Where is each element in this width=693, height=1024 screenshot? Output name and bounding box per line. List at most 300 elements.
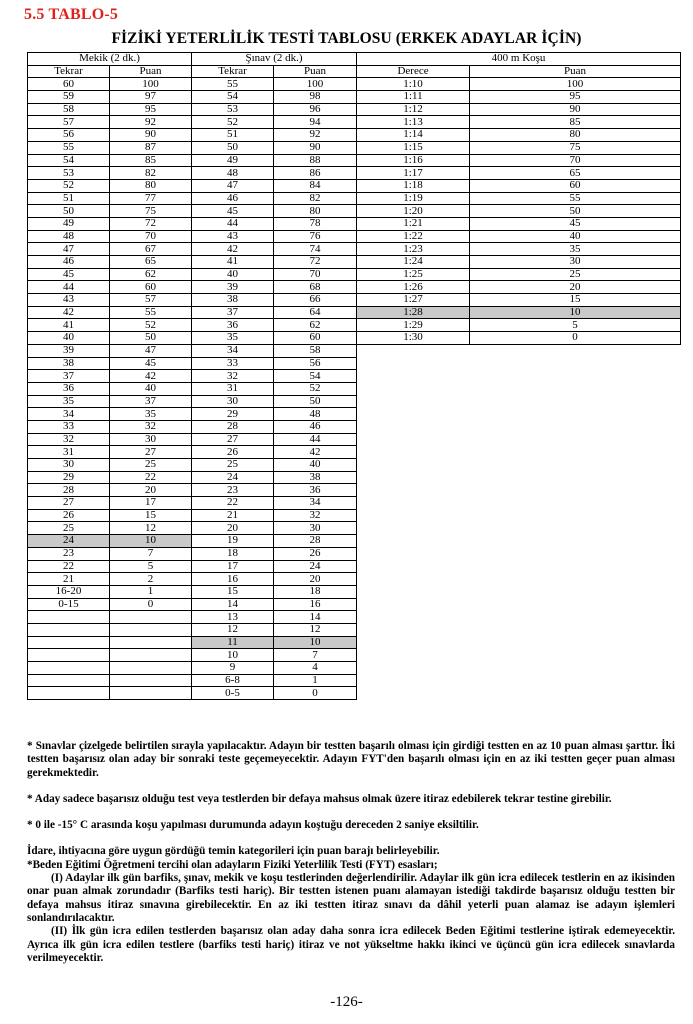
table-row (28, 598, 681, 611)
sinav-tekrar-cell: 34 (192, 344, 274, 357)
mekik-puan-cell: 15 (110, 509, 192, 522)
mekik-puan-cell: 47 (110, 344, 192, 357)
mekik-puan-cell: 27 (110, 446, 192, 459)
kosu-empty-cell (470, 420, 681, 433)
sinav-tekrar-cell: 46 (192, 192, 274, 205)
kosu-empty-cell (357, 497, 470, 510)
mekik-tekrar-cell (28, 623, 110, 636)
sinav-puan-cell: 58 (274, 344, 357, 357)
sinav-tekrar-cell: 18 (192, 547, 274, 560)
kosu-empty-cell (470, 395, 681, 408)
kosu-empty-cell (470, 674, 681, 687)
table-row (28, 370, 681, 383)
kosu-empty-cell (357, 598, 470, 611)
table-row (28, 687, 681, 700)
mekik-tekrar-cell: 30 (28, 459, 110, 472)
table-row (28, 268, 681, 281)
sinav-tekrar-cell: 21 (192, 509, 274, 522)
kosu-empty-cell (357, 459, 470, 472)
kosu-empty-cell (470, 408, 681, 421)
mekik-puan-cell: 17 (110, 497, 192, 510)
kosu-derece-cell: 1:25 (357, 268, 470, 281)
sinav-puan-cell: 84 (274, 179, 357, 192)
sinav-puan-cell: 76 (274, 230, 357, 243)
table-row (28, 179, 681, 192)
sinav-puan-cell: 80 (274, 205, 357, 218)
kosu-empty-cell (470, 649, 681, 662)
page-number: -126- (330, 994, 363, 1010)
sinav-puan-cell: 64 (274, 306, 357, 319)
mekik-tekrar-cell: 56 (28, 129, 110, 142)
kosu-derece-cell: 1:13 (357, 116, 470, 129)
mekik-tekrar-cell: 24 (28, 535, 110, 548)
kosu-puan-cell: 30 (470, 256, 681, 269)
mekik-puan-cell: 67 (110, 243, 192, 256)
kosu-empty-cell (470, 560, 681, 573)
kosu-empty-cell (357, 636, 470, 649)
sinav-tekrar-cell: 15 (192, 585, 274, 598)
kosu-derece-cell: 1:14 (357, 129, 470, 142)
kosu-derece-cell: 1:30 (357, 332, 470, 345)
kosu-puan-cell: 60 (470, 179, 681, 192)
mekik-puan-cell: 100 (110, 78, 192, 91)
mekik-tekrar-cell: 32 (28, 433, 110, 446)
mekik-puan-cell: 57 (110, 294, 192, 307)
mekik-puan-cell: 90 (110, 129, 192, 142)
kosu-puan-cell: 50 (470, 205, 681, 218)
kosu-derece-cell: 1:16 (357, 154, 470, 167)
sinav-tekrar-cell: 37 (192, 306, 274, 319)
mekik-tekrar-cell: 22 (28, 560, 110, 573)
table-row (28, 662, 681, 675)
mekik-tekrar-cell: 28 (28, 484, 110, 497)
sinav-tekrar-cell: 42 (192, 243, 274, 256)
column-header-kosu-derece: Derece (357, 65, 470, 78)
mekik-puan-cell: 10 (110, 535, 192, 548)
sinav-puan-cell: 7 (274, 649, 357, 662)
table-row (28, 649, 681, 662)
kosu-empty-cell (357, 471, 470, 484)
table-row (28, 522, 681, 535)
sinav-tekrar-cell: 50 (192, 141, 274, 154)
table-row (28, 294, 681, 307)
mekik-tekrar-cell: 60 (28, 78, 110, 91)
sinav-tekrar-cell: 12 (192, 623, 274, 636)
kosu-empty-cell (470, 357, 681, 370)
kosu-empty-cell (357, 522, 470, 535)
sinav-puan-cell: 38 (274, 471, 357, 484)
kosu-empty-cell (357, 573, 470, 586)
mekik-tekrar-cell (28, 687, 110, 700)
sinav-puan-cell: 68 (274, 281, 357, 294)
kosu-derece-cell: 1:10 (357, 78, 470, 91)
sinav-tekrar-cell: 38 (192, 294, 274, 307)
kosu-empty-cell (470, 623, 681, 636)
table-row (28, 141, 681, 154)
table-row (28, 471, 681, 484)
sinav-tekrar-cell: 49 (192, 154, 274, 167)
sinav-puan-cell: 18 (274, 585, 357, 598)
note-temperature: * 0 ile -15° C arasında koşu yapılması durumunda adayın koştuğu dereceden 2 saniye eksiltilir. (27, 819, 479, 832)
mekik-tekrar-cell: 26 (28, 509, 110, 522)
mekik-tekrar-cell (28, 674, 110, 687)
mekik-tekrar-cell: 29 (28, 471, 110, 484)
mekik-puan-cell: 37 (110, 395, 192, 408)
table-row (28, 585, 681, 598)
sinav-puan-cell: 1 (274, 674, 357, 687)
sinav-puan-cell: 24 (274, 560, 357, 573)
mekik-puan-cell (110, 674, 192, 687)
mekik-puan-cell: 1 (110, 585, 192, 598)
mekik-tekrar-cell: 50 (28, 205, 110, 218)
kosu-derece-cell: 1:15 (357, 141, 470, 154)
sinav-puan-cell: 32 (274, 509, 357, 522)
kosu-puan-cell: 5 (470, 319, 681, 332)
table-row (28, 78, 681, 91)
section-heading: 5.5 TABLO-5 (24, 6, 119, 23)
kosu-empty-cell (470, 433, 681, 446)
sinav-tekrar-cell: 44 (192, 217, 274, 230)
mekik-puan-cell: 87 (110, 141, 192, 154)
table-row (28, 395, 681, 408)
mekik-tekrar-cell: 47 (28, 243, 110, 256)
kosu-empty-cell (470, 497, 681, 510)
mekik-tekrar-cell: 44 (28, 281, 110, 294)
table-row (28, 192, 681, 205)
sinav-puan-cell: 96 (274, 103, 357, 116)
mekik-puan-cell: 22 (110, 471, 192, 484)
column-header-kosu-puan: Puan (470, 65, 681, 78)
kosu-empty-cell (470, 585, 681, 598)
mekik-tekrar-cell: 0-15 (28, 598, 110, 611)
mekik-puan-cell: 5 (110, 560, 192, 573)
sinav-puan-cell: 88 (274, 154, 357, 167)
table-row (28, 674, 681, 687)
sinav-puan-cell: 78 (274, 217, 357, 230)
mekik-puan-cell: 97 (110, 91, 192, 104)
mekik-puan-cell: 12 (110, 522, 192, 535)
mekik-tekrar-cell: 54 (28, 154, 110, 167)
mekik-puan-cell: 32 (110, 420, 192, 433)
kosu-puan-cell: 95 (470, 91, 681, 104)
sinav-puan-cell: 46 (274, 420, 357, 433)
mekik-puan-cell (110, 687, 192, 700)
table-row (28, 623, 681, 636)
mekik-puan-cell (110, 636, 192, 649)
sinav-puan-cell: 56 (274, 357, 357, 370)
sinav-puan-cell: 20 (274, 573, 357, 586)
mekik-tekrar-cell: 33 (28, 420, 110, 433)
kosu-empty-cell (357, 649, 470, 662)
sinav-tekrar-cell: 48 (192, 167, 274, 180)
sinav-puan-cell: 90 (274, 141, 357, 154)
mekik-puan-cell: 77 (110, 192, 192, 205)
sinav-puan-cell: 0 (274, 687, 357, 700)
table-row (28, 319, 681, 332)
table-body (28, 78, 681, 700)
mekik-tekrar-cell (28, 662, 110, 675)
sinav-tekrar-cell: 14 (192, 598, 274, 611)
kosu-empty-cell (470, 636, 681, 649)
kosu-empty-cell (357, 408, 470, 421)
kosu-empty-cell (357, 357, 470, 370)
mekik-tekrar-cell: 34 (28, 408, 110, 421)
mekik-tekrar-cell: 41 (28, 319, 110, 332)
sinav-puan-cell: 16 (274, 598, 357, 611)
kosu-empty-cell (470, 611, 681, 624)
sinav-tekrar-cell: 16 (192, 573, 274, 586)
kosu-empty-cell (470, 687, 681, 700)
kosu-empty-cell (357, 535, 470, 548)
mekik-puan-cell: 72 (110, 217, 192, 230)
sinav-puan-cell: 100 (274, 78, 357, 91)
kosu-empty-cell (357, 509, 470, 522)
note-threshold: İdare, ihtiyacına göre uygun gördüğü temin kategorileri için puan barajı belirleyebilir. (27, 845, 440, 858)
fitness-score-table (27, 52, 681, 700)
sinav-puan-cell: 74 (274, 243, 357, 256)
mekik-tekrar-cell: 53 (28, 167, 110, 180)
sinav-puan-cell: 54 (274, 370, 357, 383)
kosu-derece-cell: 1:17 (357, 167, 470, 180)
mekik-puan-cell: 80 (110, 179, 192, 192)
mekik-tekrar-cell: 38 (28, 357, 110, 370)
table-row (28, 256, 681, 269)
kosu-empty-cell (357, 674, 470, 687)
sinav-puan-cell: 98 (274, 91, 357, 104)
sinav-tekrar-cell: 0-5 (192, 687, 274, 700)
mekik-tekrar-cell: 45 (28, 268, 110, 281)
sinav-puan-cell: 82 (274, 192, 357, 205)
table-row (28, 560, 681, 573)
kosu-empty-cell (357, 395, 470, 408)
kosu-puan-cell: 35 (470, 243, 681, 256)
table-row (28, 611, 681, 624)
sinav-tekrar-cell: 20 (192, 522, 274, 535)
group-header-mekik: Mekik (2 dk.) (28, 53, 192, 66)
mekik-tekrar-cell: 23 (28, 547, 110, 560)
sinav-tekrar-cell: 9 (192, 662, 274, 675)
mekik-puan-cell: 75 (110, 205, 192, 218)
table-row (28, 344, 681, 357)
mekik-puan-cell: 35 (110, 408, 192, 421)
sinav-puan-cell: 66 (274, 294, 357, 307)
sinav-tekrar-cell: 52 (192, 116, 274, 129)
table-row (28, 306, 681, 319)
sinav-tekrar-cell: 6-8 (192, 674, 274, 687)
sinav-puan-cell: 92 (274, 129, 357, 142)
note-retry: * Aday sadece başarısız olduğu test veya testlerden bir defaya mahsus olmak üzere itiraz edebilerek tekrar testine girebilir. (27, 792, 612, 805)
mekik-puan-cell (110, 623, 192, 636)
mekik-tekrar-cell: 16-20 (28, 585, 110, 598)
kosu-empty-cell (470, 446, 681, 459)
mekik-tekrar-cell: 43 (28, 294, 110, 307)
mekik-puan-cell: 85 (110, 154, 192, 167)
kosu-empty-cell (470, 662, 681, 675)
kosu-derece-cell: 1:12 (357, 103, 470, 116)
table-row (28, 433, 681, 446)
sinav-puan-cell: 86 (274, 167, 357, 180)
sinav-puan-cell: 40 (274, 459, 357, 472)
mekik-tekrar-cell: 39 (28, 344, 110, 357)
kosu-derece-cell: 1:27 (357, 294, 470, 307)
sinav-puan-cell: 28 (274, 535, 357, 548)
sinav-tekrar-cell: 54 (192, 91, 274, 104)
sinav-tekrar-cell: 28 (192, 420, 274, 433)
mekik-tekrar-cell: 36 (28, 382, 110, 395)
mekik-tekrar-cell: 40 (28, 332, 110, 345)
kosu-derece-cell: 1:19 (357, 192, 470, 205)
kosu-empty-cell (357, 370, 470, 383)
note-pe-teacher-later-days: (II) İlk gün icra edilen testlerden başarısız olan aday daha sonra icra edilecek Beden Eğitimi testlerine iştirak edemeyecektir. Ayrıca ilk gün icra edilen testlere (barfiks testi hariç) itiraz ve not yükseltme hakkı ikinci ve üçüncü gün icra edilecek sınavlarda verilmeyecektir. (27, 925, 675, 964)
mekik-puan-cell (110, 662, 192, 675)
sinav-tekrar-cell: 30 (192, 395, 274, 408)
kosu-puan-cell: 20 (470, 281, 681, 294)
sinav-puan-cell: 52 (274, 382, 357, 395)
mekik-puan-cell (110, 649, 192, 662)
mekik-puan-cell: 55 (110, 306, 192, 319)
mekik-puan-cell (110, 611, 192, 624)
mekik-tekrar-cell: 31 (28, 446, 110, 459)
note-rules: * Sınavlar çizelgede belirtilen sırayla yapılacaktır. Adayın bir testten başarılı olması için girdiği testten en az 10 puan alması şarttır. İki testten başarısız olan aday bir sonraki teste geçemeyecektir. Adayın FYT'den başarılı olması için en az iki testten geçer puan alması gerekmektedir. (27, 740, 675, 779)
sinav-tekrar-cell: 45 (192, 205, 274, 218)
kosu-empty-cell (470, 459, 681, 472)
mekik-tekrar-cell: 59 (28, 91, 110, 104)
table-row (28, 129, 681, 142)
mekik-tekrar-cell: 46 (28, 256, 110, 269)
kosu-derece-cell: 1:23 (357, 243, 470, 256)
mekik-tekrar-cell: 27 (28, 497, 110, 510)
table-row (28, 332, 681, 345)
mekik-puan-cell: 92 (110, 116, 192, 129)
sinav-tekrar-cell: 31 (192, 382, 274, 395)
kosu-puan-cell: 40 (470, 230, 681, 243)
mekik-tekrar-cell: 37 (28, 370, 110, 383)
kosu-derece-cell: 1:24 (357, 256, 470, 269)
kosu-empty-cell (357, 484, 470, 497)
sinav-puan-cell: 14 (274, 611, 357, 624)
sinav-tekrar-cell: 17 (192, 560, 274, 573)
kosu-empty-cell (470, 509, 681, 522)
table-row (28, 154, 681, 167)
sinav-tekrar-cell: 27 (192, 433, 274, 446)
mekik-puan-cell: 25 (110, 459, 192, 472)
kosu-puan-cell: 15 (470, 294, 681, 307)
mekik-puan-cell: 7 (110, 547, 192, 560)
kosu-empty-cell (357, 585, 470, 598)
sinav-tekrar-cell: 19 (192, 535, 274, 548)
mekik-tekrar-cell (28, 636, 110, 649)
kosu-derece-cell: 1:29 (357, 319, 470, 332)
sinav-tekrar-cell: 22 (192, 497, 274, 510)
kosu-puan-cell: 45 (470, 217, 681, 230)
mekik-tekrar-cell (28, 649, 110, 662)
kosu-derece-cell: 1:28 (357, 306, 470, 319)
kosu-empty-cell (470, 382, 681, 395)
group-header-kosu: 400 m Koşu (357, 53, 681, 66)
note-pe-teacher-first-day: (I) Adaylar ilk gün barfiks, şınav, mekik ve koşu testlerinden değerlendirilir. Adaylar ilk gün icra edilecek testlerin en az ikisinden onar puan almak zorundadır (Barfiks testi hariç). Bir testten istenen puanı alamayan istediği takdirde başarısız olduğu testten bir defaya mahsus itiraz sınavına girebilecektir. En az iki testten itiraz sınavı da dâhil yeterli puan alamaz ise adayın işlemleri sonlandırılacaktır. (27, 872, 675, 924)
sinav-tekrar-cell: 29 (192, 408, 274, 421)
sinav-puan-cell: 60 (274, 332, 357, 345)
mekik-puan-cell: 40 (110, 382, 192, 395)
kosu-empty-cell (357, 662, 470, 675)
sinav-puan-cell: 10 (274, 636, 357, 649)
sinav-tekrar-cell: 10 (192, 649, 274, 662)
table-row (28, 382, 681, 395)
mekik-tekrar-cell: 58 (28, 103, 110, 116)
kosu-puan-cell: 100 (470, 78, 681, 91)
sinav-tekrar-cell: 11 (192, 636, 274, 649)
mekik-tekrar-cell: 51 (28, 192, 110, 205)
sinav-puan-cell: 42 (274, 446, 357, 459)
mekik-puan-cell: 60 (110, 281, 192, 294)
sinav-tekrar-cell: 41 (192, 256, 274, 269)
mekik-puan-cell: 52 (110, 319, 192, 332)
sinav-puan-cell: 34 (274, 497, 357, 510)
mekik-puan-cell: 42 (110, 370, 192, 383)
kosu-puan-cell: 65 (470, 167, 681, 180)
kosu-puan-cell: 75 (470, 141, 681, 154)
kosu-derece-cell: 1:20 (357, 205, 470, 218)
table-row (28, 230, 681, 243)
column-header-mekik-puan: Puan (110, 65, 192, 78)
sinav-tekrar-cell: 26 (192, 446, 274, 459)
sinav-tekrar-cell: 51 (192, 129, 274, 142)
table-row (28, 91, 681, 104)
table-row (28, 459, 681, 472)
sinav-puan-cell: 70 (274, 268, 357, 281)
sinav-puan-cell: 4 (274, 662, 357, 675)
mekik-tekrar-cell: 42 (28, 306, 110, 319)
sinav-puan-cell: 62 (274, 319, 357, 332)
kosu-empty-cell (470, 573, 681, 586)
kosu-empty-cell (470, 344, 681, 357)
kosu-empty-cell (470, 598, 681, 611)
mekik-puan-cell: 50 (110, 332, 192, 345)
table-row (28, 497, 681, 510)
note-pe-teacher-heading: *Beden Eğitimi Öğretmeni tercihi olan adayların Fiziki Yeterlilik Testi (FYT) esasları; (27, 858, 438, 871)
sinav-tekrar-cell: 36 (192, 319, 274, 332)
kosu-empty-cell (357, 382, 470, 395)
group-header-sinav: Şınav (2 dk.) (192, 53, 357, 66)
sinav-tekrar-cell: 55 (192, 78, 274, 91)
kosu-empty-cell (470, 522, 681, 535)
kosu-empty-cell (470, 547, 681, 560)
sinav-tekrar-cell: 23 (192, 484, 274, 497)
notes-section (27, 740, 675, 965)
sinav-tekrar-cell: 25 (192, 459, 274, 472)
mekik-tekrar-cell: 35 (28, 395, 110, 408)
column-header-mekik-tekrar: Tekrar (28, 65, 110, 78)
column-header-sinav-puan: Puan (274, 65, 357, 78)
kosu-derece-cell: 1:11 (357, 91, 470, 104)
table-row (28, 484, 681, 497)
table-row (28, 205, 681, 218)
mekik-tekrar-cell: 21 (28, 573, 110, 586)
table-row (28, 243, 681, 256)
sinav-tekrar-cell: 33 (192, 357, 274, 370)
sinav-tekrar-cell: 39 (192, 281, 274, 294)
table-row (28, 408, 681, 421)
mekik-puan-cell: 45 (110, 357, 192, 370)
kosu-puan-cell: 0 (470, 332, 681, 345)
mekik-tekrar-cell: 55 (28, 141, 110, 154)
sinav-puan-cell: 94 (274, 116, 357, 129)
kosu-derece-cell: 1:26 (357, 281, 470, 294)
table-row (28, 535, 681, 548)
table-row (28, 636, 681, 649)
sinav-tekrar-cell: 43 (192, 230, 274, 243)
kosu-puan-cell: 25 (470, 268, 681, 281)
